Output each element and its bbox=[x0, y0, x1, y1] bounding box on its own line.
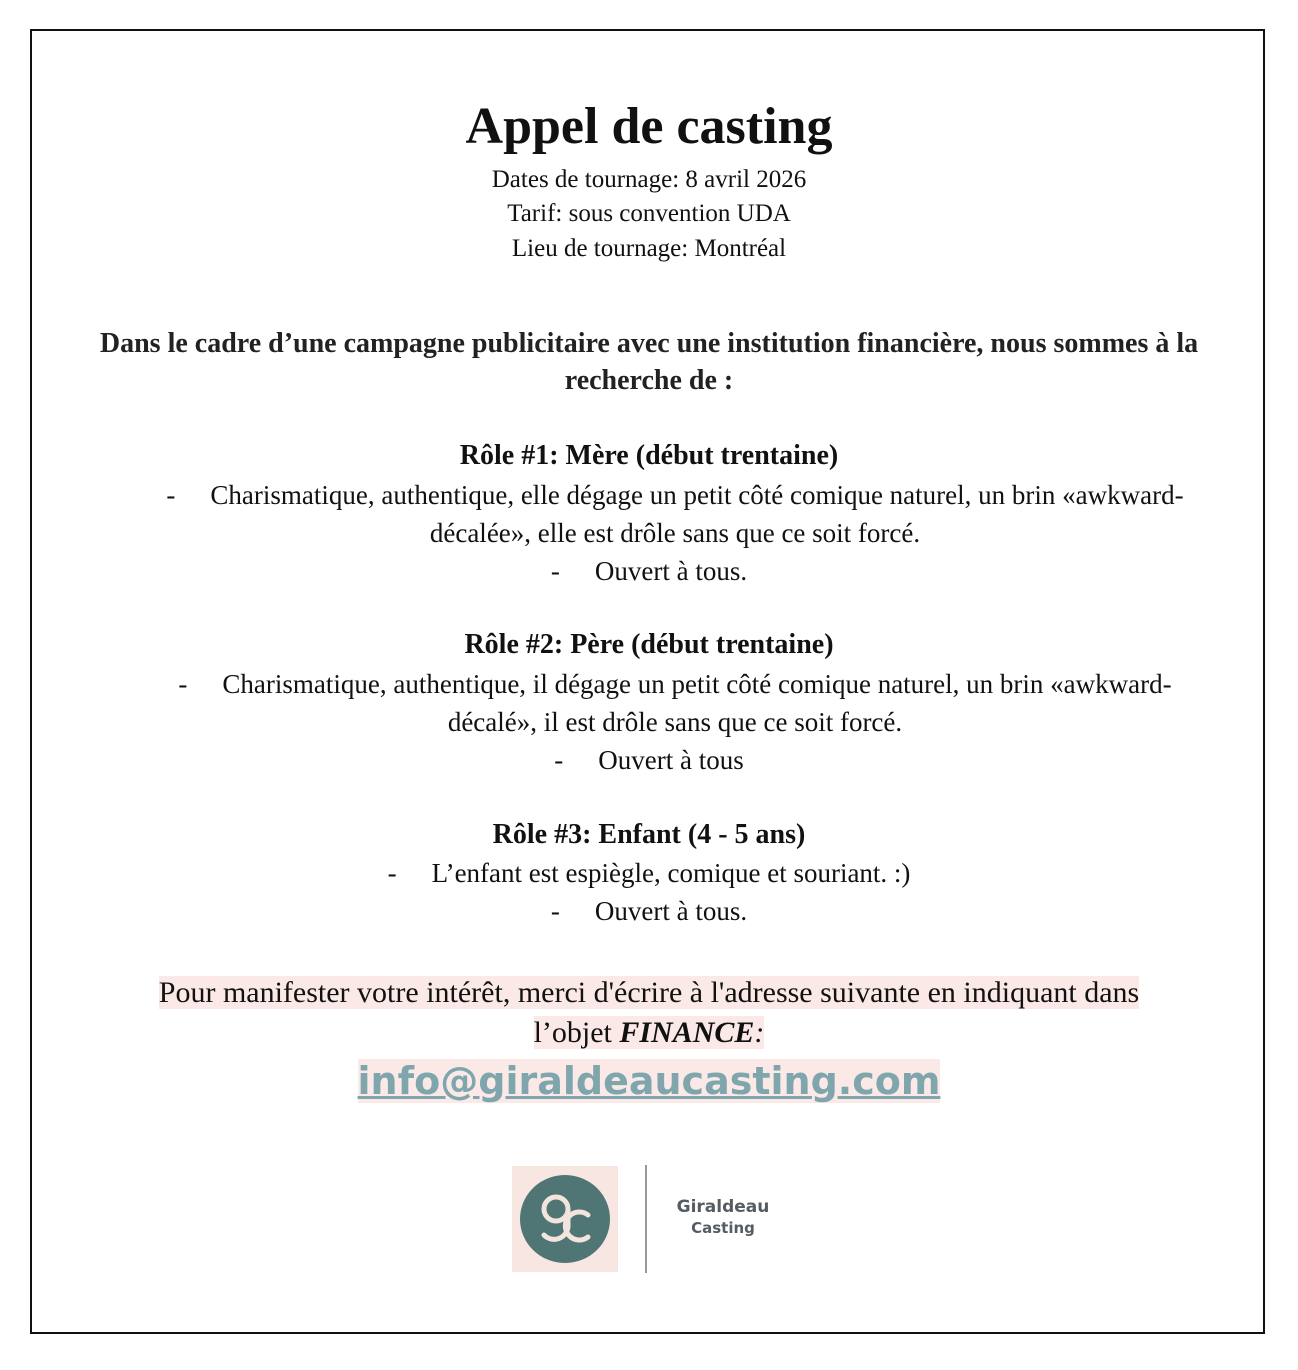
email-subject: FINANCE bbox=[619, 1016, 755, 1049]
shoot-location: Lieu de tournage: Montréal bbox=[511, 235, 787, 262]
email-link[interactable]: info@giraldeaucasting.com bbox=[357, 1059, 941, 1103]
bullet-dash: - bbox=[387, 858, 397, 888]
role-2-open bbox=[0, 741, 1298, 779]
logo-divider bbox=[645, 1165, 647, 1273]
bullet-text: Ouvert à tous bbox=[598, 745, 744, 775]
bullet-text: Ouvert à tous. bbox=[594, 556, 748, 586]
role-3-description bbox=[0, 854, 1298, 892]
brand-name-line-1: Giraldeau bbox=[676, 1197, 770, 1217]
brand-name bbox=[660, 1196, 786, 1238]
cta-line-1: Pour manifester votre intérêt, merci d'écrire à l'adresse suivante en indiquant dans bbox=[158, 976, 1140, 1009]
logo bbox=[512, 1166, 618, 1272]
logo-monogram-icon bbox=[520, 1175, 610, 1263]
role-2-heading: Rôle #2: Père (début trentaine) bbox=[464, 629, 834, 660]
intro-text: Dans le cadre d’une campagne publicitaire avec une institution financière, nous sommes à la recherche de : bbox=[99, 328, 1199, 396]
bullet-text: Charismatique, authentique, elle dégage un petit côté comique naturel, un brin «awkward-décalée», elle est drôle sans que ce soit forcé. bbox=[210, 480, 1184, 548]
bullet-dash: - bbox=[178, 669, 188, 699]
contact-instructions bbox=[60, 973, 1238, 1053]
shoot-dates: Dates de tournage: 8 avril 2026 bbox=[491, 166, 807, 193]
bullet-text: Ouvert à tous. bbox=[594, 896, 748, 926]
rate: Tarif: sous convention UDA bbox=[507, 200, 791, 227]
bullet-text: L’enfant est espiègle, comique et souriant. :) bbox=[431, 858, 911, 888]
email-container bbox=[0, 1057, 1298, 1105]
bullet-dash: - bbox=[550, 896, 560, 926]
cta-prefix: l’objet bbox=[533, 1016, 620, 1049]
bullet-dash: - bbox=[550, 556, 560, 586]
role-3-heading: Rôle #3: Enfant (4 - 5 ans) bbox=[492, 819, 806, 850]
bullet-dash: - bbox=[554, 745, 564, 775]
bullet-text: Charismatique, authentique, il dégage un petit côté comique naturel, un brin «awkward-décalé», il est drôle sans que ce soit forcé. bbox=[222, 669, 1172, 737]
brand-name-line-2: Casting bbox=[691, 1219, 755, 1237]
cta-colon: : bbox=[754, 1016, 765, 1049]
bullet-dash: - bbox=[166, 480, 176, 510]
cta-line-2 bbox=[534, 1016, 765, 1049]
role-3-open bbox=[0, 892, 1298, 930]
role-1-description bbox=[140, 476, 1210, 552]
role-1-open bbox=[0, 552, 1298, 590]
page-title: Appel de casting bbox=[465, 98, 833, 155]
role-1-heading: Rôle #1: Mère (début trentaine) bbox=[459, 440, 839, 471]
role-2-description bbox=[140, 665, 1210, 741]
